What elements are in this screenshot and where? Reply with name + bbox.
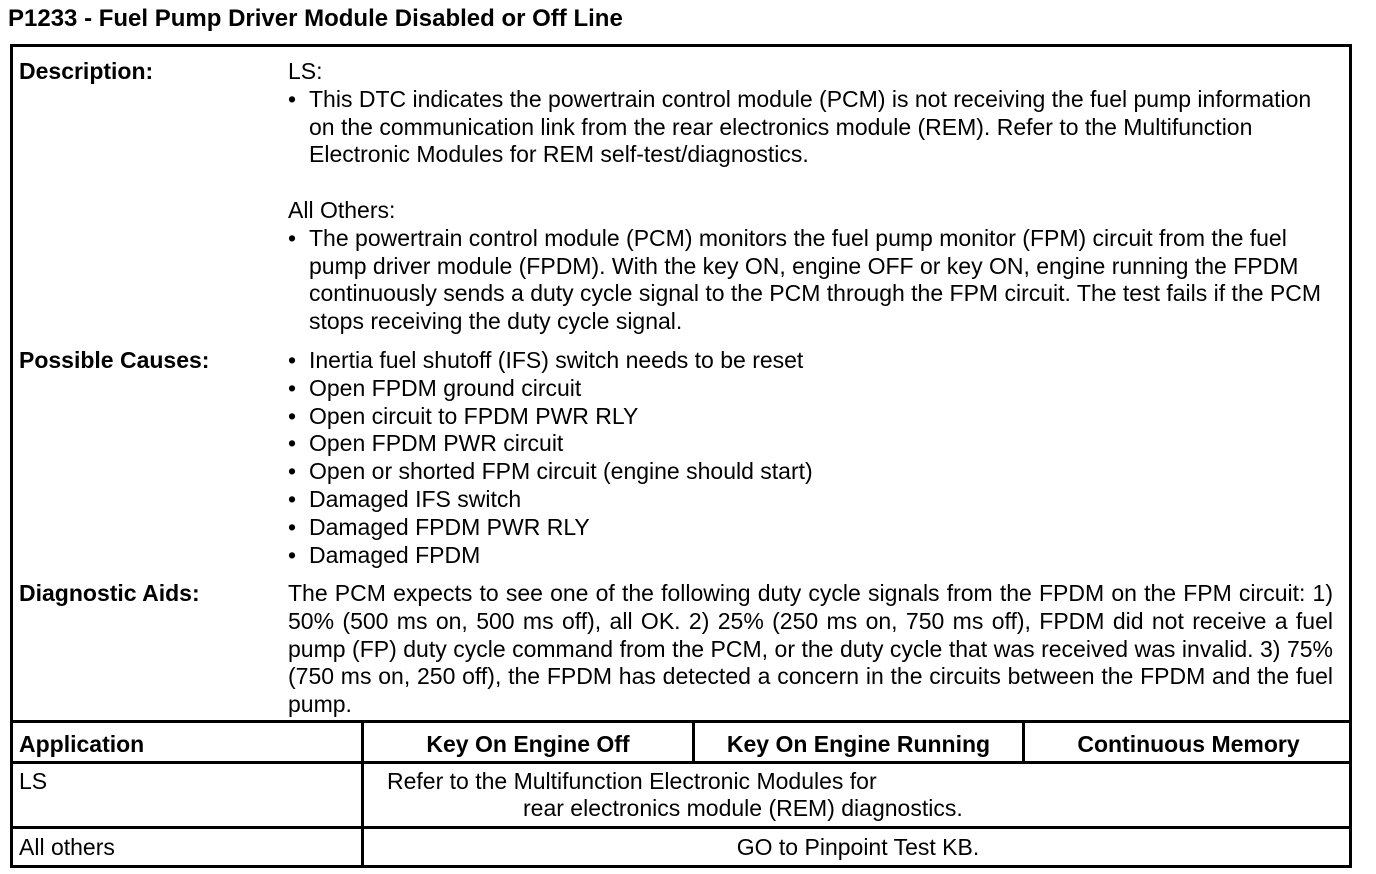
description-others-content [288,197,1333,336]
cause-item: • Damaged FPDM [288,542,1333,570]
diagnostic-aids-text: The PCM expects to see one of the following duty cycle signals from the FPDM on the FPM circuit: 1) 50% (500 ms on, 500 ms off), all OK. 2) 25% (250 ms on, 750 ms off), FPDM did not receive a fuel pump (FP) duty cycle command from the PCM, or the duty cycle that was received was invalid. 3) 75% (750 ms on, 250 off), the FPDM has detected a concern in the circuits between the FPDM and the fuel pump. [288,580,1333,718]
cause-item: • Damaged FPDM PWR RLY [288,514,1333,542]
description-ls-list [288,86,1333,169]
possible-causes-list [288,347,1333,569]
description-ls-bullet: • This DTC indicates the powertrain control module (PCM) is not receiving the fuel pump information on the communication link from the rear electronics module (REM). Refer to the Multifunction Electronic Modules for REM self-test/diagnostics. [288,86,1333,169]
description-others-heading: All Others: [288,197,396,223]
column-header-koer: Key On Engine Running [726,731,991,757]
possible-causes-content [288,347,1333,569]
cause-item: • Damaged IFS switch [288,486,1333,514]
table-row-action [387,768,963,822]
possible-causes-label: Possible Causes: [19,347,210,373]
dtc-info-frame [10,44,1352,868]
diagnostic-aids-label: Diagnostic Aids: [19,580,200,606]
description-others-list [288,225,1333,336]
cause-item: • Inertia fuel shutoff (IFS) switch needs to be reset [288,347,1333,375]
table-row-application: All others [19,834,115,860]
cause-item: • Open or shorted FPM circuit (engine should start) [288,458,1333,486]
cause-item: • Open FPDM ground circuit [288,375,1333,403]
description-content [288,58,1333,169]
table-header-rule [13,761,1349,764]
description-others-bullet: • The powertrain control module (PCM) monitors the fuel pump monitor (FPM) circuit from the fuel pump driver module (FPDM). With the key ON, engine OFF or key ON, engine running the FPDM continuously sends a duty cycle signal to the PCM through the FPM circuit. The test fails if the PCM stops receiving the duty cycle signal. [288,225,1333,336]
table-row-action: GO to Pinpoint Test KB. [736,834,980,860]
column-header-continuous-memory: Continuous Memory [1077,731,1300,757]
description-label: Description: [19,58,154,84]
column-header-koeo: Key On Engine Off [426,731,630,757]
table-row-application: LS [19,768,48,794]
page-title: P1233 - Fuel Pump Driver Module Disabled or Off Line [8,5,623,32]
table-row-action-line: rear electronics module (REM) diagnostics. [523,795,963,821]
description-ls-heading: LS: [288,58,323,84]
table-top-rule [13,720,1349,723]
table-row-action-line: Refer to the Multifunction Electronic Modules for [387,768,877,794]
column-header-application: Application [19,731,145,757]
cause-item: • Open circuit to FPDM PWR RLY [288,403,1333,431]
table-row-rule [13,826,1349,829]
cause-item: • Open FPDM PWR circuit [288,430,1333,458]
